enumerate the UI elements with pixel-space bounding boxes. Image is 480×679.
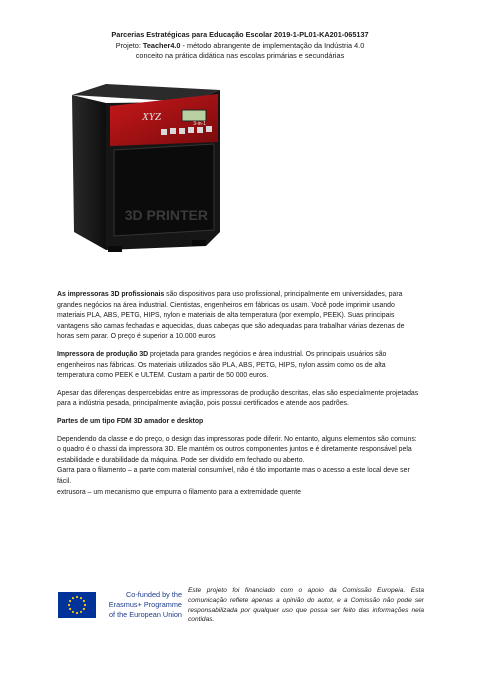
eu-star xyxy=(80,597,82,599)
cofund-line-2: Erasmus+ Programme xyxy=(108,600,182,609)
eu-star xyxy=(72,597,74,599)
printer-display xyxy=(182,110,206,121)
term-professional-printers: As impressoras 3D profissionais xyxy=(57,291,165,298)
paragraph-text: são dispositivos para uso profissional, principalmente em universidades, para grandes negócios na área industrial. Cientistas, engenheiros em fábricas os usam. Você pode imprimir usando materiais PLA, ABS, PETG, HIPS, nylon e materiais de alta temperatura (por exemplo, PEEK). Suas principais vantagens são camas fechadas e aquecidas, duas cabeças que são adequadas para trabalhar várias dezenas de horas sem parar. O preço é superior a 10.000 euros xyxy=(57,291,405,341)
printer-side xyxy=(72,95,106,250)
term-production-printer: Impressora de produção 3D xyxy=(57,350,149,358)
cofund-line-3: of the European Union xyxy=(108,610,182,619)
eu-star xyxy=(76,596,78,598)
printer-panel-label: 3-in-1 xyxy=(193,121,206,127)
header-project-line xyxy=(0,41,480,52)
eu-star xyxy=(68,604,70,606)
document-body xyxy=(57,290,423,498)
paragraph-differences: Apesar das diferenças despercebidas entre as impressoras de produção descritas, elas são especialmente projetadas para a indústria pesada, principalmente aviação, pois possui certificados e atende aos padrões. xyxy=(57,389,419,408)
paragraph-part-frame: o quadro é o chassi da impressora 3D. Ele mantém os outros componentes juntos e é diretamente responsável pela estabilidade e durabilidade da máquina. Pode ser dividido em fechado ou aberto. xyxy=(57,446,412,464)
header-line-3: conceito na prática didática nas escolas primárias e secundárias xyxy=(135,51,345,60)
eu-disclaimer: Este projeto foi financiado com o apoio da Comissão Europeia. Esta comunicação reflete apenas a opinião do autor, e a Comissão não pode ser responsabilizada por qualquer uso que possa ser feito das informações nela contidas. xyxy=(188,587,424,624)
header-title: Parcerias Estratégicas para Educação Escolar 2019-1-PL01-KA201-065137 xyxy=(111,30,369,39)
eu-star xyxy=(83,600,85,602)
section-heading: Partes de um tipo FDM 3D amador e desktop xyxy=(57,417,204,425)
paragraph-professional-printers xyxy=(57,290,423,343)
3d-printer-image xyxy=(58,80,238,255)
printer-logo: XYZ xyxy=(142,111,161,123)
project-name: Teacher4.0 xyxy=(142,40,181,50)
eu-star xyxy=(84,604,86,606)
cofund-line-1: Co-funded by the xyxy=(126,590,182,599)
eu-star xyxy=(72,611,74,613)
printer-side-text: 3D PRINTER xyxy=(124,207,208,223)
project-prefix: Projeto: xyxy=(115,40,143,50)
eu-flag-icon xyxy=(58,592,96,618)
eu-star xyxy=(83,608,85,610)
paragraph-text: projetada para grandes negócios e área industrial. Os principais usuários são engenheiros nas fábricas. Os materiais utilizados são PLA, ABS, PETG, HIPS, nylon assim como os de alta temperatura como PEEK e ULTEM. Custam a partir de 50 000 euros. xyxy=(57,350,387,380)
paragraph-part-filament-holder: Garra para o filamento – a parte com material consumível, não é tão importante mas o acesso a este local deve ser fácil. xyxy=(57,467,410,485)
eu-star xyxy=(69,608,71,610)
cofunded-label xyxy=(98,590,182,620)
eu-star xyxy=(80,611,82,613)
project-rest: - método abrangente de implementação da Indústria 4.0 xyxy=(180,40,365,50)
eu-star xyxy=(69,600,71,602)
paragraph-part-extruder: extrusora – um mecanismo que empurra o filamento para a extremidade quente xyxy=(57,488,301,496)
paragraph-parts-intro: Dependendo da classe e do preço, o design das impressoras pode diferir. No entanto, alguns elementos são comuns: xyxy=(57,435,417,443)
document-header xyxy=(0,30,480,62)
eu-star xyxy=(76,612,78,614)
paragraph-production-printer xyxy=(57,350,423,382)
document-footer xyxy=(0,580,480,630)
